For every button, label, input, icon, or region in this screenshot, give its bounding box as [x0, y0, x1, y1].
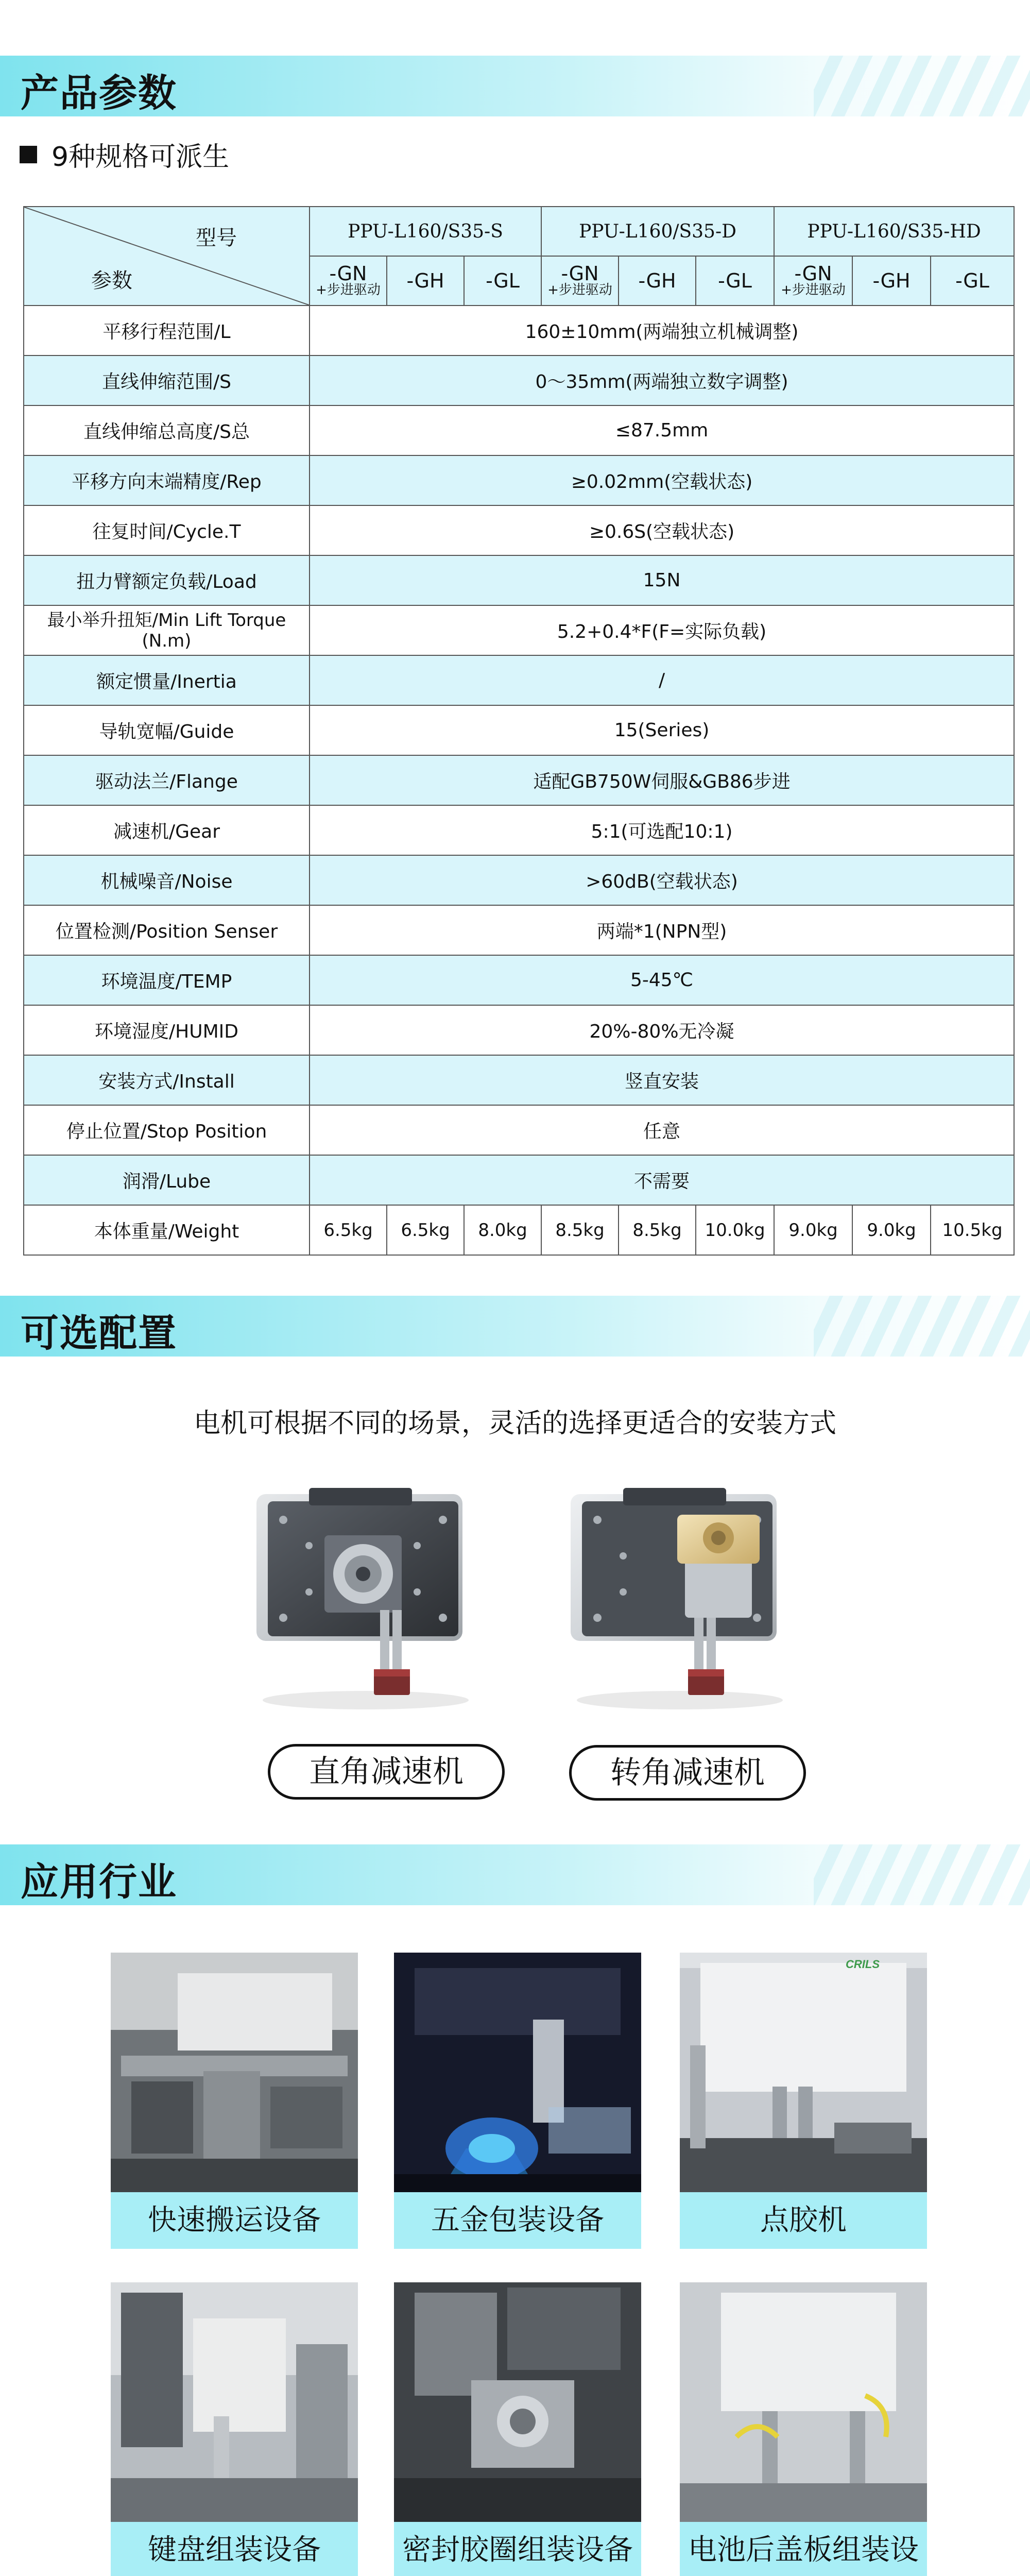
row-label: 最小举升扭矩/Min Lift Torque (N.m) [24, 605, 310, 655]
variant-header [541, 256, 619, 306]
row-value: 5:1(可选配10:1) [310, 805, 1014, 855]
row-label: 停止位置/Stop Position [24, 1105, 310, 1155]
variant-header [387, 256, 464, 306]
industry-card [111, 1953, 358, 2251]
weight-value: 8.5kg [541, 1205, 619, 1255]
variant-code: -GL [718, 269, 752, 292]
variant-code: -GN [329, 262, 367, 285]
weight-value: 9.0kg [774, 1205, 852, 1255]
industry-label: 键盘组装设备 [111, 2522, 358, 2576]
row-label: 环境湿度/HUMID [24, 1005, 310, 1055]
weight-value: 6.5kg [310, 1205, 387, 1255]
weight-value: 9.0kg [852, 1205, 931, 1255]
row-label: 减速机/Gear [24, 805, 310, 855]
row-value: ≥0.02mm(空载状态) [310, 455, 1014, 505]
row-value: 不需要 [310, 1155, 1014, 1205]
table-row [24, 605, 1014, 655]
option-right-angle-reducer: 直角减速机 [268, 1744, 505, 1800]
row-value: ≤87.5mm [310, 405, 1014, 455]
right-angle-reducer-image [252, 1479, 479, 1716]
model-header: PPU-L160/S35-HD [774, 207, 1014, 256]
table-row [24, 705, 1014, 755]
corner-reducer-image [566, 1479, 793, 1716]
variant-note: +步进驱动 [547, 282, 612, 298]
table-row [24, 955, 1014, 1005]
industry-card [680, 2282, 927, 2576]
model-header: PPU-L160/S35-D [541, 207, 774, 256]
variant-note: +步进驱动 [316, 282, 381, 298]
industry-label: 密封胶圈组装设备 [394, 2522, 641, 2576]
section-header-industries [0, 1844, 1030, 1905]
table-row [24, 755, 1014, 805]
table-row [24, 905, 1014, 955]
row-value: 竖直安装 [310, 1055, 1014, 1105]
variant-header [464, 256, 541, 306]
table-row [24, 805, 1014, 855]
row-value: / [310, 655, 1014, 705]
table-row [24, 555, 1014, 605]
variant-code: -GH [406, 269, 444, 292]
section-title: 产品参数 [21, 71, 177, 115]
industry-card [680, 1953, 927, 2251]
table-row [24, 455, 1014, 505]
row-label: 扭力臂额定负载/Load [24, 555, 310, 605]
square-bullet-icon [20, 146, 37, 163]
row-label: 直线伸缩范围/S [24, 355, 310, 405]
industry-label: 五金包装设备 [394, 2192, 641, 2249]
table-row [24, 306, 1014, 355]
weight-value: 10.0kg [696, 1205, 774, 1255]
row-value: 15N [310, 555, 1014, 605]
row-value: 0～35mm(两端独立数字调整) [310, 355, 1014, 405]
option-corner-reducer: 转角减速机 [569, 1745, 806, 1801]
corner-param-label: 参数 [91, 269, 132, 293]
row-label: 机械噪音/Noise [24, 855, 310, 905]
variant-header [852, 256, 931, 306]
row-value: 5.2+0.4*F(F=实际负载) [310, 605, 1014, 655]
weight-value: 10.5kg [931, 1205, 1014, 1255]
industry-label: 快速搬运设备 [111, 2192, 358, 2249]
brand-logo-text: CRILS [846, 1958, 880, 1971]
row-value: 适配GB750W伺服&GB86步进 [310, 755, 1014, 805]
row-label: 环境温度/TEMP [24, 955, 310, 1005]
section-header-params [0, 56, 1030, 116]
spec-table [23, 206, 1015, 1256]
table-row [24, 1105, 1014, 1155]
section-header-options [0, 1296, 1030, 1357]
table-row [24, 1005, 1014, 1055]
industry-label: 电池后盖板组装设 [680, 2522, 927, 2576]
industry-card [394, 1953, 641, 2251]
row-label: 往复时间/Cycle.T [24, 505, 310, 555]
industry-card [394, 2282, 641, 2576]
variant-header [931, 256, 1014, 306]
industry-photo [111, 2282, 358, 2522]
row-label: 位置检测/Position Senser [24, 905, 310, 955]
table-corner-header [24, 207, 310, 306]
diagonal-divider [24, 207, 309, 305]
variant-code: -GH [872, 269, 911, 292]
row-label: 平移行程范围/L [24, 306, 310, 355]
table-row [24, 405, 1014, 455]
variant-code: -GN [794, 262, 832, 285]
row-value: 两端*1(NPN型) [310, 905, 1014, 955]
row-label: 平移方向末端精度/Rep [24, 455, 310, 505]
industry-card [111, 2282, 358, 2576]
row-label: 安装方式/Install [24, 1055, 310, 1105]
industry-photo [394, 2282, 641, 2522]
row-label: 直线伸缩总高度/S总 [24, 405, 310, 455]
row-label: 额定惯量/Inertia [24, 655, 310, 705]
variant-code: -GL [486, 269, 520, 292]
spec-subheading [20, 135, 229, 174]
section-title: 可选配置 [21, 1311, 177, 1355]
row-label: 导轨宽幅/Guide [24, 705, 310, 755]
section-title: 应用行业 [21, 1860, 177, 1904]
table-row [24, 855, 1014, 905]
model-header: PPU-L160/S35-S [310, 207, 541, 256]
variant-code: -GN [561, 262, 599, 285]
row-value: 20%-80%无冷凝 [310, 1005, 1014, 1055]
industry-label: 点胶机 [680, 2192, 927, 2249]
variant-header [774, 256, 852, 306]
row-value: 160±10mm(两端独立机械调整) [310, 306, 1014, 355]
weight-value: 6.5kg [387, 1205, 464, 1255]
row-label: 润滑/Lube [24, 1155, 310, 1205]
variant-code: -GH [638, 269, 676, 292]
industry-photo [680, 2282, 927, 2522]
variant-header [696, 256, 774, 306]
table-row [24, 655, 1014, 705]
table-row [24, 355, 1014, 405]
subheading-text: 9种规格可派生 [52, 142, 230, 173]
industry-photo [111, 1953, 358, 2192]
row-label: 驱动法兰/Flange [24, 755, 310, 805]
row-value: ≥0.6S(空载状态) [310, 505, 1014, 555]
weight-value: 8.5kg [619, 1205, 696, 1255]
industry-photo [680, 1953, 927, 2192]
row-value: 15(Series) [310, 705, 1014, 755]
variant-code: -GL [955, 269, 989, 292]
variant-header [310, 256, 387, 306]
row-value: 任意 [310, 1105, 1014, 1155]
variant-header [619, 256, 696, 306]
industry-photo [394, 1953, 641, 2192]
variant-note: +步进驱动 [781, 282, 846, 298]
config-caption: 电机可根据不同的场景，灵活的选择更适合的安装方式 [193, 1408, 836, 1439]
row-value: 5-45℃ [310, 955, 1014, 1005]
table-row [24, 1155, 1014, 1205]
table-row [24, 1205, 1014, 1255]
weight-value: 8.0kg [464, 1205, 541, 1255]
row-value: >60dB(空载状态) [310, 855, 1014, 905]
corner-model-label: 型号 [196, 226, 237, 250]
table-row [24, 1055, 1014, 1105]
row-label: 本体重量/Weight [24, 1205, 310, 1255]
table-row [24, 505, 1014, 555]
